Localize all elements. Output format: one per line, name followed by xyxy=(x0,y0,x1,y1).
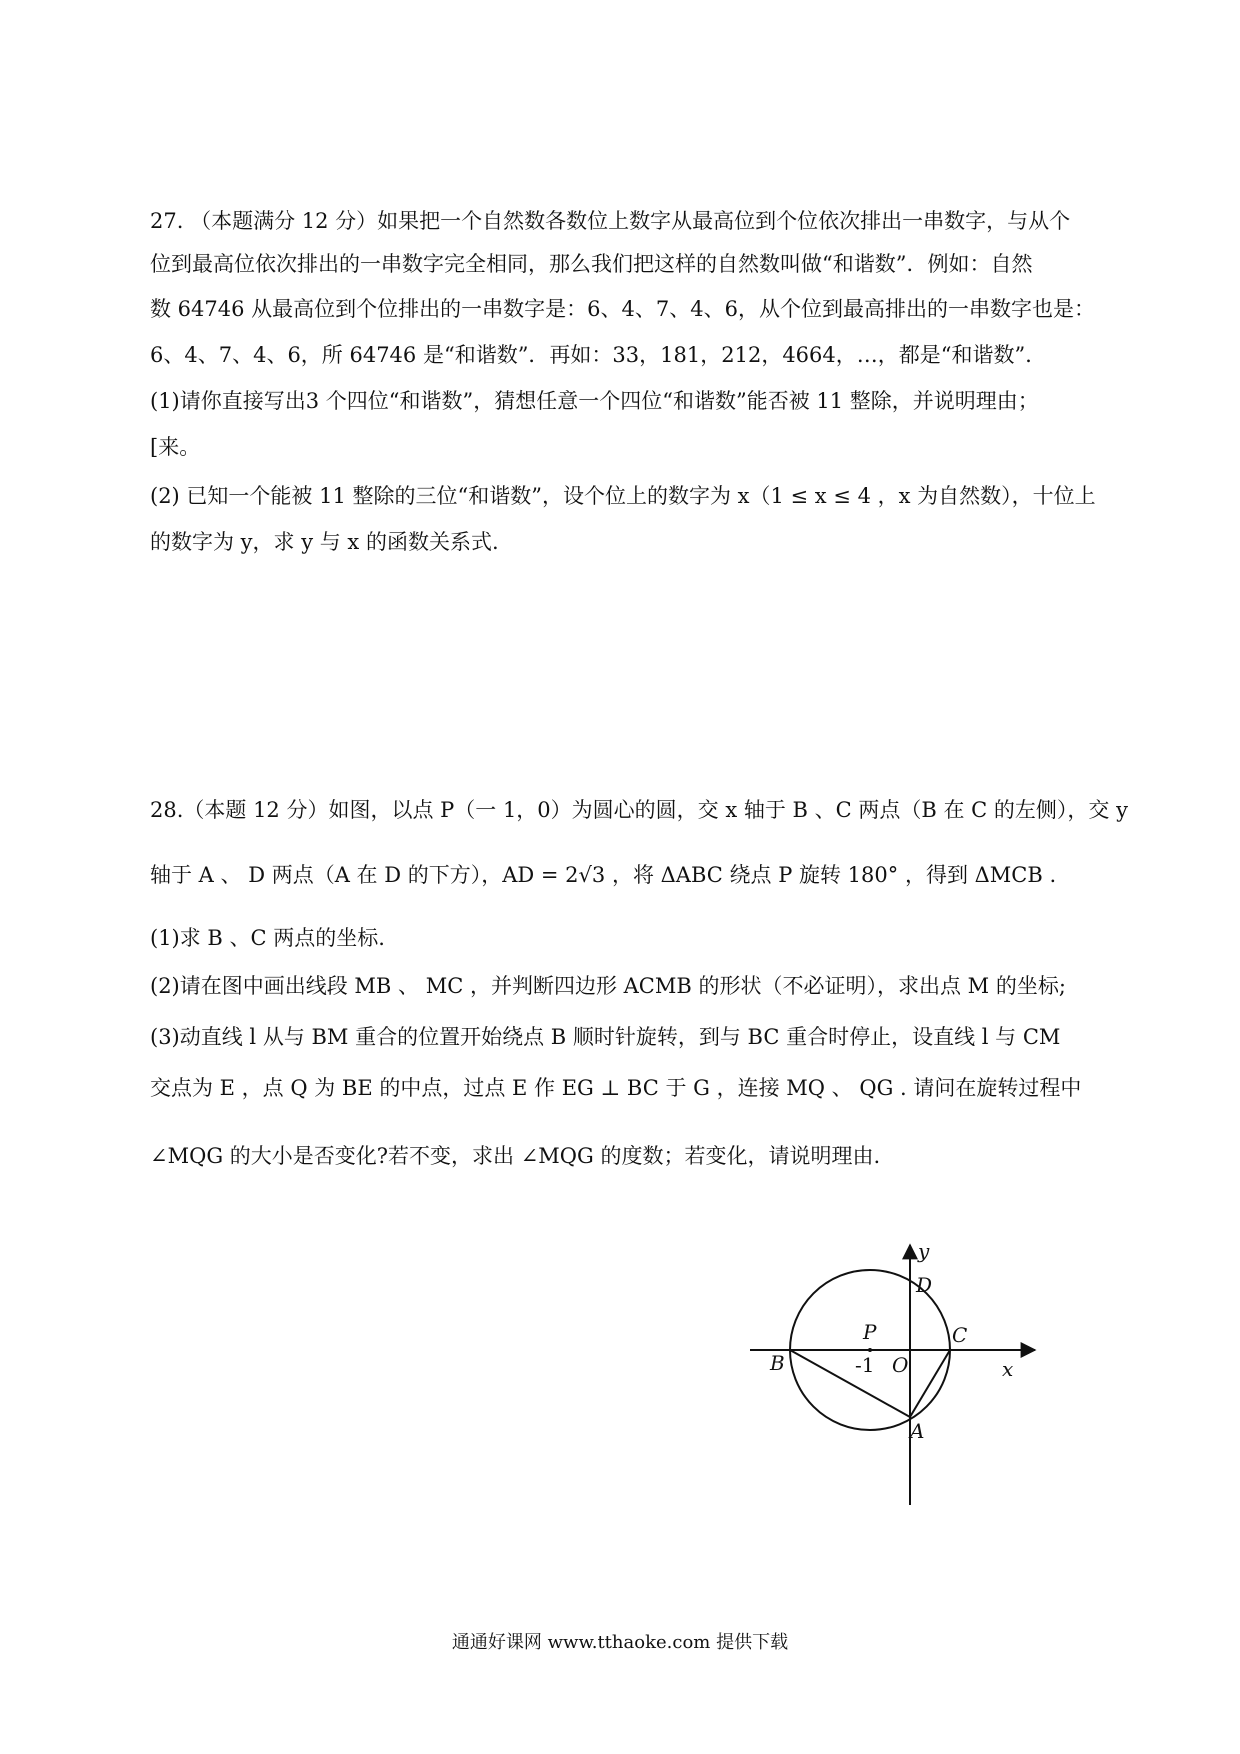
q27-line-2: 位到最高位依次排出的一串数字完全相同，那么我们把这样的自然数叫做“和谐数”．例如：自然 xyxy=(150,252,1033,276)
q27-note: [来。 xyxy=(150,435,201,459)
point-P xyxy=(868,1348,872,1352)
q27-line-1: 27. （本题满分 12 分）如果把一个自然数各数位上数字从最高位到个位依次排出一串数字，与从个 xyxy=(150,209,1071,233)
circle-figure xyxy=(740,1240,1050,1510)
label-B: B xyxy=(770,1351,785,1375)
q27-part2-cont: 的数字为 y，求 y 与 x 的函数关系式. xyxy=(150,530,499,554)
footer-text: 通通好课网 www.tthaoke.com 提供下载 xyxy=(451,1632,789,1653)
label-O: O xyxy=(892,1353,909,1377)
label-P: P xyxy=(863,1320,877,1344)
label-D: D xyxy=(916,1273,933,1297)
q28-part1: (1)求 B 、C 两点的坐标. xyxy=(150,926,385,950)
label-y: y xyxy=(918,1240,930,1263)
q27-line-4: 6、4、7、4、6，所 64746 是“和谐数”．再如：33，181，212，4664，…，都是“和谐数”． xyxy=(150,343,1047,367)
q28-part3-question: ∠MQG 的大小是否变化?若不变，求出 ∠MQG 的度数；若变化，请说明理由. xyxy=(150,1144,881,1168)
q28-part2: (2)请在图中画出线段 MB 、 MC ，并判断四边形 ACMB 的形状（不必证明），求出点 M 的坐标; xyxy=(150,974,1066,998)
q28-line-1: 28.（本题 12 分）如图，以点 P（一 1，0）为圆心的圆，交 x 轴于 B 、C 两点（B 在 C 的左侧），交 y xyxy=(150,798,1128,822)
q28-part3: (3)动直线 l 从与 BM 重合的位置开始绕点 B 顺时针旋转，到与 BC 重合时停止，设直线 l 与 CM xyxy=(150,1025,1061,1049)
label-x: x xyxy=(1002,1357,1014,1381)
label-neg1: -1 xyxy=(855,1353,875,1377)
segment-AC xyxy=(910,1350,950,1417)
label-A: A xyxy=(910,1419,925,1443)
q28-line-2: 轴于 A 、 D 两点（A 在 D 的下方），AD = 2√3 ，将 ΔABC 绕点 P 旋转 180° ，得到 ΔMCB . xyxy=(150,863,1057,887)
q27-line-3: 数 64746 从最高位到个位排出的一串数字是：6、4、7、4、6，从个位到最高排出的一串数字也是： xyxy=(150,297,1095,321)
q27-part1: (1)请你直接写出3 个四位“和谐数”，猜想任意一个四位“和谐数”能否被 11 整除，并说明理由； xyxy=(150,389,1039,413)
q27-part2: (2) 已知一个能被 11 整除的三位“和谐数”，设个位上的数字为 x（1 ≤ x ≤ 4 ，x 为自然数），十位上 xyxy=(150,484,1096,508)
label-C: C xyxy=(952,1323,968,1347)
figure-svg xyxy=(740,1240,1050,1510)
q28-part3-cont: 交点为 E ，点 Q 为 BE 的中点，过点 E 作 EG ⊥ BC 于 G ，连接 MQ 、 QG . 请问在旋转过程中 xyxy=(150,1076,1082,1100)
